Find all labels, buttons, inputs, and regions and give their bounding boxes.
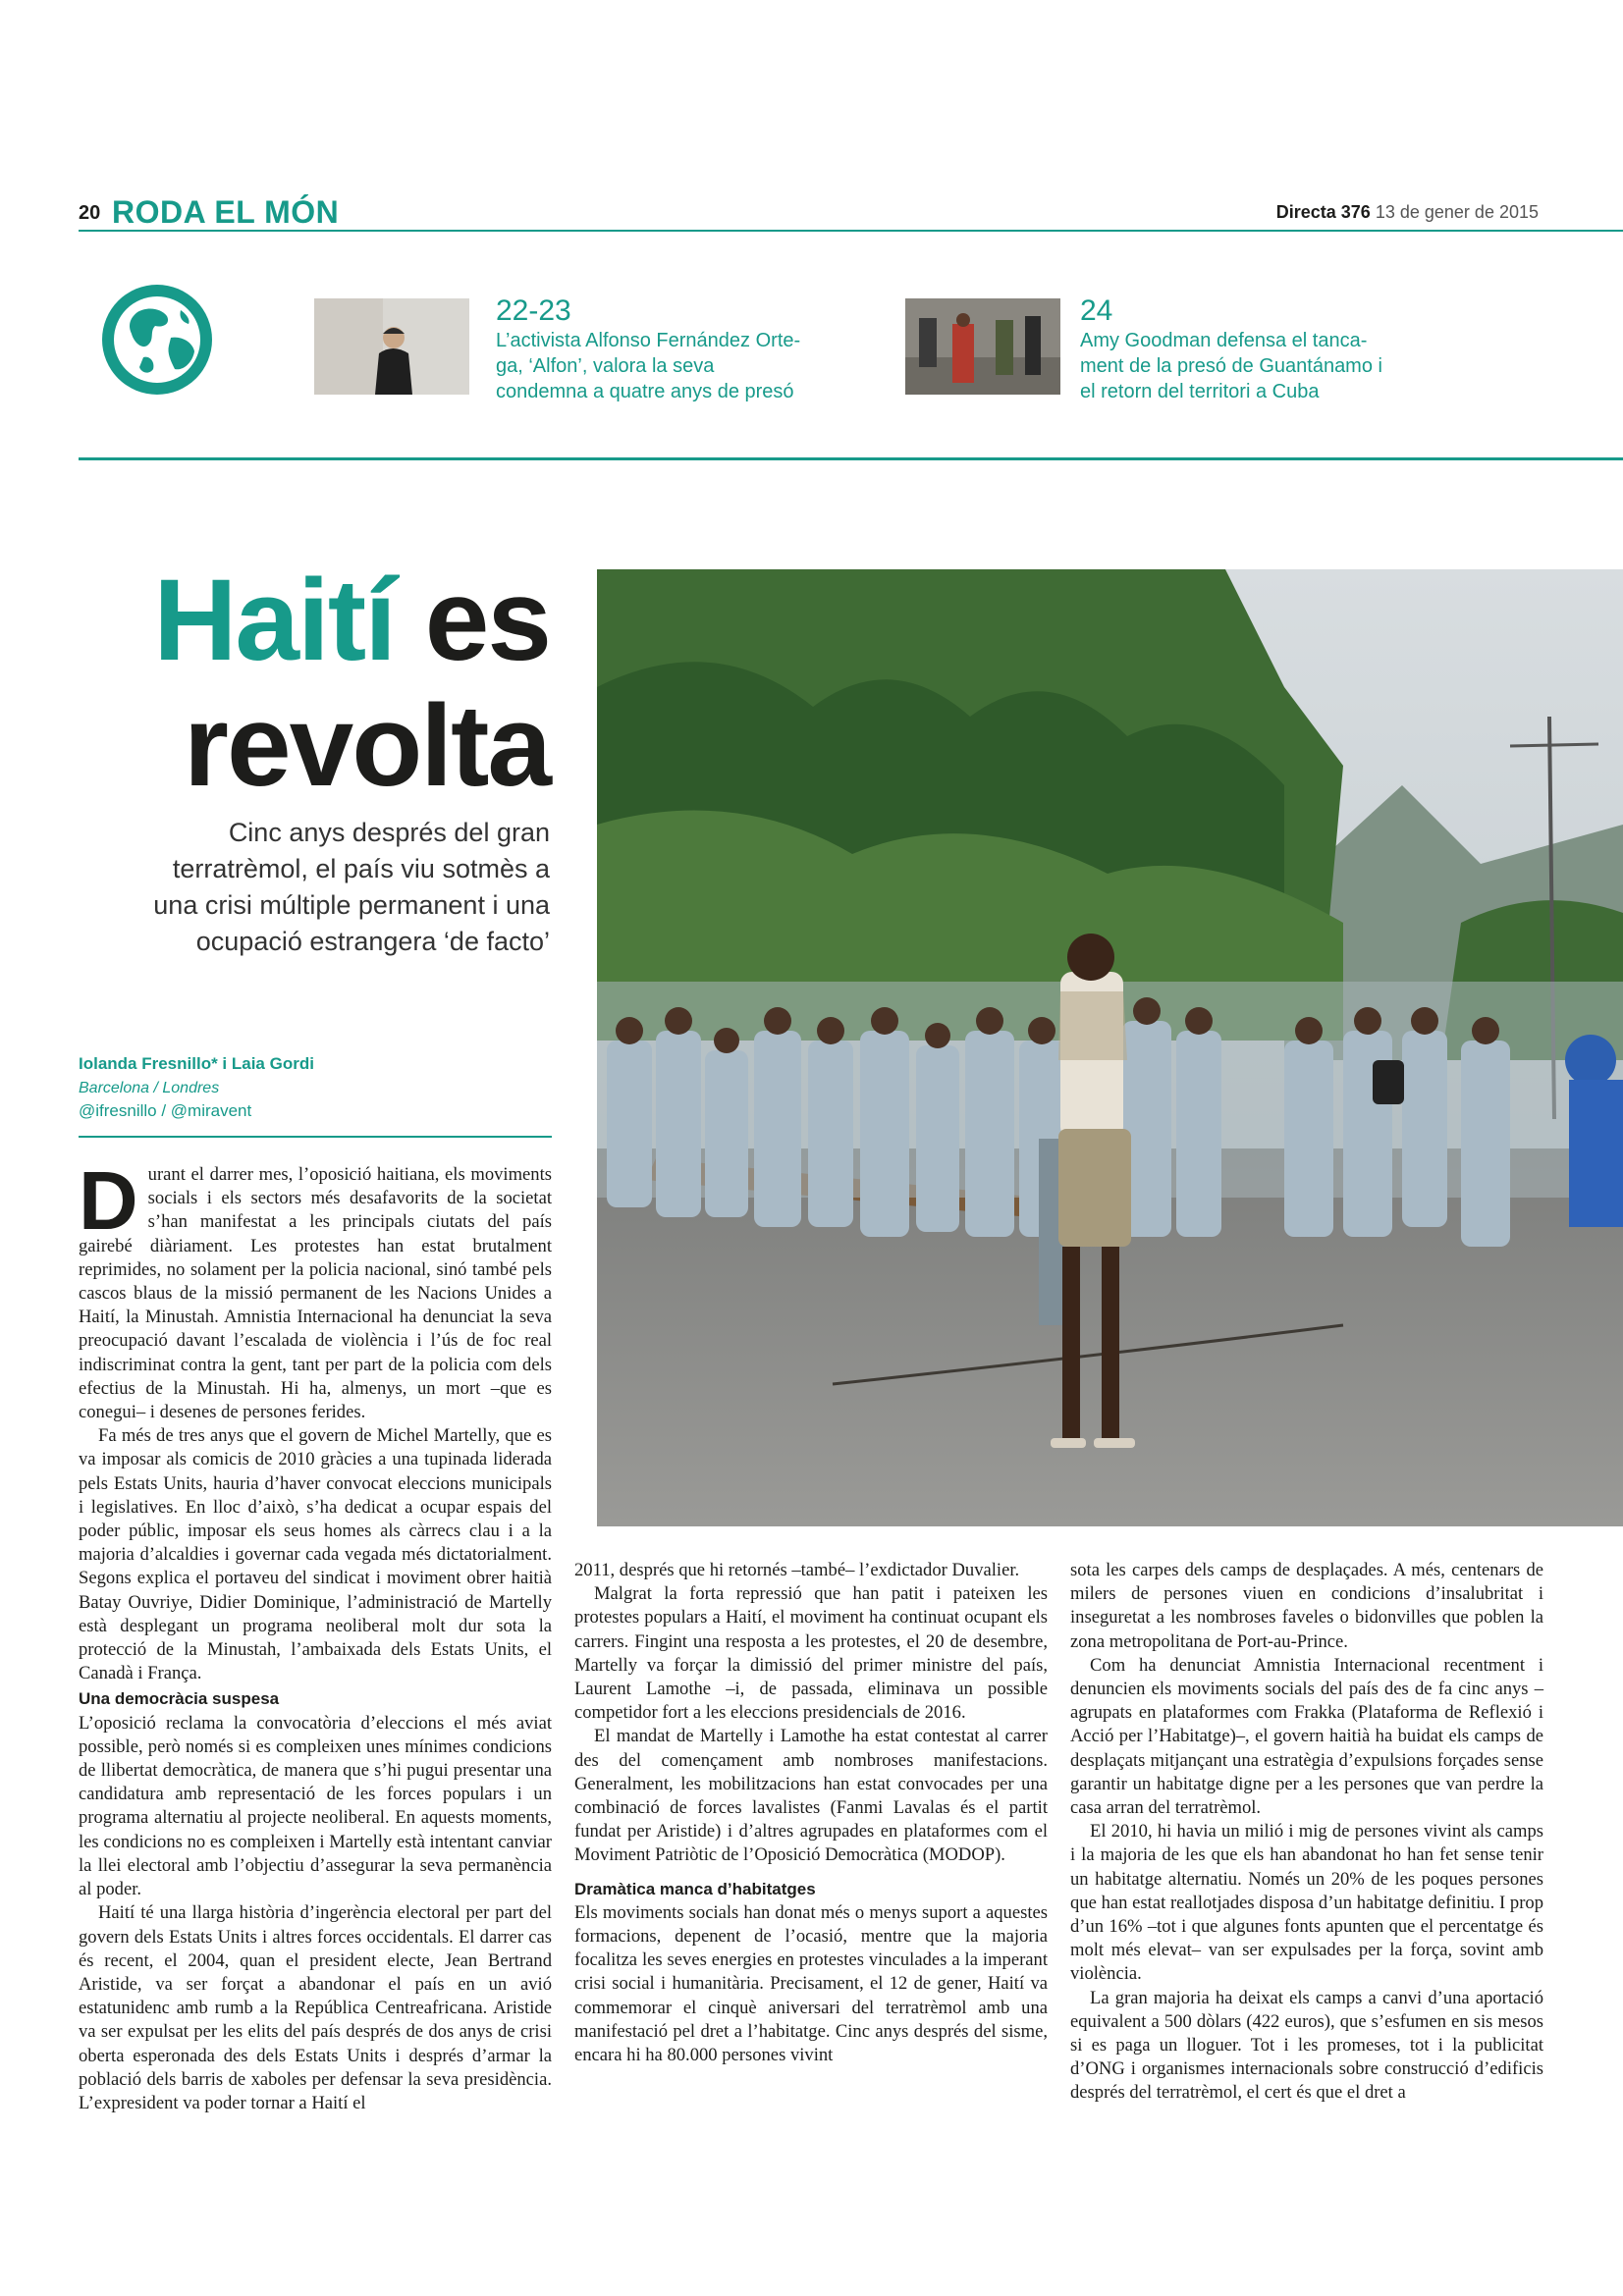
standfirst-line: terratrèmol, el país viu sotmès a — [172, 854, 550, 883]
teaser-2-photo[interactable] — [905, 298, 1060, 395]
subheading: Una democràcia suspesa — [79, 1689, 280, 1709]
teaser-2-line: Amy Goodman defensa el tanca- — [1080, 330, 1368, 351]
globe-icon — [98, 281, 216, 399]
body-paragraph: L’oposició reclama la convocatòria d’eleccions el més aviat possible, però només si es compleixen unes mínimes condicions de llibertat democràtica, de manera que s’hi pugui presentar una candidatura amb representació de les forces populars i un programa alternatiu al projecte neoliberal. En aquests moments, les condicions no es compleixen i Martelly està intentant canviar la llei electoral amb l’objectiu d’assegurar la seva permanència al poder. — [79, 1712, 552, 1900]
headline-word: revolta — [184, 681, 550, 811]
issue-info — [1276, 202, 1539, 223]
byline-handles[interactable]: @ifresnillo / @miravent — [79, 1101, 252, 1120]
publication-name: Directa 376 — [1275, 202, 1371, 222]
issue-date: 13 de gener de 2015 — [1375, 202, 1539, 222]
body-paragraph: La gran majoria ha deixat els camps a canvi d’una aportació equivalent a 500 dòlars (422 euros), que s’esfumen en sis mesos si es paga un lloguer. Tot i les promeses, tot i la publicitat d’ONG i organismes internacionals sobre construcció d’edificis després del terratrèmol, el cert és que el dret a — [1070, 1987, 1543, 2104]
body-column-1 — [79, 1154, 552, 2115]
body-paragraph: Els moviments socials han donat més o menys suport a aquestes formacions, depenent de l’ocasió, mentre que la majoria focalitza les seves energies en protestes vinculades a la imperant crisi social i humanitària. Precisament, el 12 de gener, Haití va commemorar el cinquè aniversari del terratrèmol amb una manifestació pel dret a l’habitatge. Cinc anys després del sisme, encara hi ha 80.000 persones vivint — [574, 1901, 1048, 2066]
headline — [153, 558, 550, 809]
standfirst-line: una crisi múltiple permanent i una — [153, 890, 550, 920]
section-title: RODA EL MÓN — [112, 194, 340, 230]
page-number: 20 — [79, 202, 101, 224]
body-paragraph: 2011, després que hi retornés –també– l’exdictador Duvalier. — [574, 1560, 1020, 1580]
header-rule — [79, 230, 1623, 232]
body-paragraph — [79, 1154, 552, 1424]
byline-rule — [79, 1136, 552, 1138]
dropcap: D — [79, 1154, 138, 1247]
body-paragraph: Malgrat la forta repressió que han patit i pateixen les protestes populars a Haití, el moviment ha continuat ocupant els carrers. Fingint una resposta a les protestes, el 20 de desembre, Martelly va forçar la dimissió del primer ministre del país, Laurent Lamothe –i, de passada, eliminava un possible competidor fort a les eleccions presidencials de 2016. — [574, 1583, 1048, 1724]
teaser-rule — [79, 457, 1623, 460]
body-paragraph: El 2010, hi havia un milió i mig de persones vivint als camps i la majoria de les que els han abandonat ho han fet sense tenir un habitatge alternatiu. Només un 20% de les poques persones que han estat reallotjades disposa d’un habitatge definitiu. I prop d’un 16% –tot i que algunes fonts apunten que el percentatge és molt més elevat– van ser expulsades per la força, sovint amb violència. — [1070, 1821, 1543, 1985]
headline-accent: Haití — [153, 556, 395, 685]
body-paragraph-text: urant el darrer mes, l’oposició haitiana, els moviments socials i els sectors més desafavorits de la societat s’han manifestat a les principals ciutats del país gairebé diàriament. Les protestes han estat brutalment reprimides, no solament per la policia nacional, sinó també pels cascos blaus de la missió permanent de les Nacions Unides a Haití, la Minustah. Amnistia Internacional ha denunciat la seva preocupació davant l’escalada de violència i l’ús de foc real indiscriminat contra la gent, tant per part de la policia com dels efectius de la Minustah. Hi ha, almenys, un mort –que es conegui– i desenes de persones ferides. — [79, 1164, 552, 1423]
body-paragraph: sota les carpes dels camps de desplaçades. A més, centenars de milers de persones viuen en condicions d’insalubritat i inseguretat a les nombroses faveles o bidonvilles que poblen la zona metropolitana de Port-au-Prince. — [1070, 1560, 1543, 1652]
teaser-1-pages[interactable]: 22-23 — [496, 294, 571, 327]
teaser-1-text[interactable] — [496, 328, 800, 404]
byline-places: Barcelona / Londres — [79, 1080, 220, 1096]
body-paragraph: Fa més de tres anys que el govern de Michel Martelly, que es va imposar als comicis de 2010 gràcies a una tupinada liderada pels Estats Units, hauria d’haver convocat eleccions municipals i legislatives. En lloc d’això, s’ha dedicat a ocupar espais del poder públic, imposar els seus homes als càrrecs clau i a la majoria d’alcaldies i governar cada vegada més dictatorialment. Segons explica el portaveu del sindicat i moviment obrer haitià Batay Ouvriye, Didier Dominique, l’administració de Martelly està desplegant un programa neoliberal molt dur sota la protecció de la Minustah, l’ambaixada dels Estats Units, el Canadà i França. — [79, 1425, 552, 1684]
standfirst-line: ocupació estrangera ‘de facto’ — [195, 927, 550, 956]
teaser-1-photo[interactable] — [314, 298, 469, 395]
body-paragraph: Com ha denunciat Amnistia Internacional recentment i denuncien els moviments socials del país des de fa cinc anys –agrupats en plataformes com Frakka (Plataforma de Reflexió i Acció per l’Habitatge)–, el govern haitià ha buidat els camps de desplaçats mitjançant una estratègia d’expulsions forçades sense garantir un habitatge digne per a les persones que van perdre la casa arran del terratrèmol. — [1070, 1654, 1543, 1819]
subheading: Dramàtica manca d’habitatges — [574, 1879, 816, 1898]
body-paragraph: El mandat de Martelly i Lamothe ha estat contestat al carrer des del començament amb nombroses manifestacions. Generalment, les mobilitzacions han estat convocades per una combinació de forces lavalistes (Fanmi Lavalas és el partit fundat per Aristide) i d’altres agrupades en plataformes com el Moviment Patriòtic de l’Oposició Democràtica (MODOP). — [574, 1726, 1048, 1866]
teaser-2-text[interactable] — [1080, 328, 1382, 404]
teaser-2-pages[interactable]: 24 — [1080, 294, 1113, 327]
headline-word: es — [424, 556, 550, 685]
teaser-2-line: el retorn del territori a Cuba — [1080, 381, 1320, 402]
body-paragraph: Haití té una llarga història d’ingerència electoral per part del govern dels Estats Units i altres forces occidentals. El darrer cas és recent, el 2004, quan el president electe, Jean Bertrand Aristide, va ser forçat a abandonar el país en un avió estatunidenc amb rumb a la República Centreafricana. Aristide va ser expulsat per les elits del país després de dos anys de crisi oberta esperonada des dels Estats Units i després d’armar la població dels barris de xaboles per defensar la seva presidència. L’expresident va poder tornar a Haití el — [79, 1902, 552, 2113]
body-column-2 — [574, 1559, 1048, 2067]
teaser-2-line: ment de la presó de Guantánamo i — [1080, 355, 1382, 377]
main-photo — [597, 569, 1623, 1526]
teaser-1-line: ga, ‘Alfon’, valora la seva — [496, 355, 715, 377]
teaser-1-line: condemna a quatre anys de presó — [496, 381, 794, 402]
teaser-1-line: L’activista Alfonso Fernández Orte- — [496, 330, 801, 351]
standfirst — [98, 815, 550, 960]
body-column-3 — [1070, 1559, 1543, 2106]
byline-authors: Iolanda Fresnillo* i Laia Gordi — [79, 1054, 314, 1073]
standfirst-line: Cinc anys després del gran — [228, 818, 550, 847]
